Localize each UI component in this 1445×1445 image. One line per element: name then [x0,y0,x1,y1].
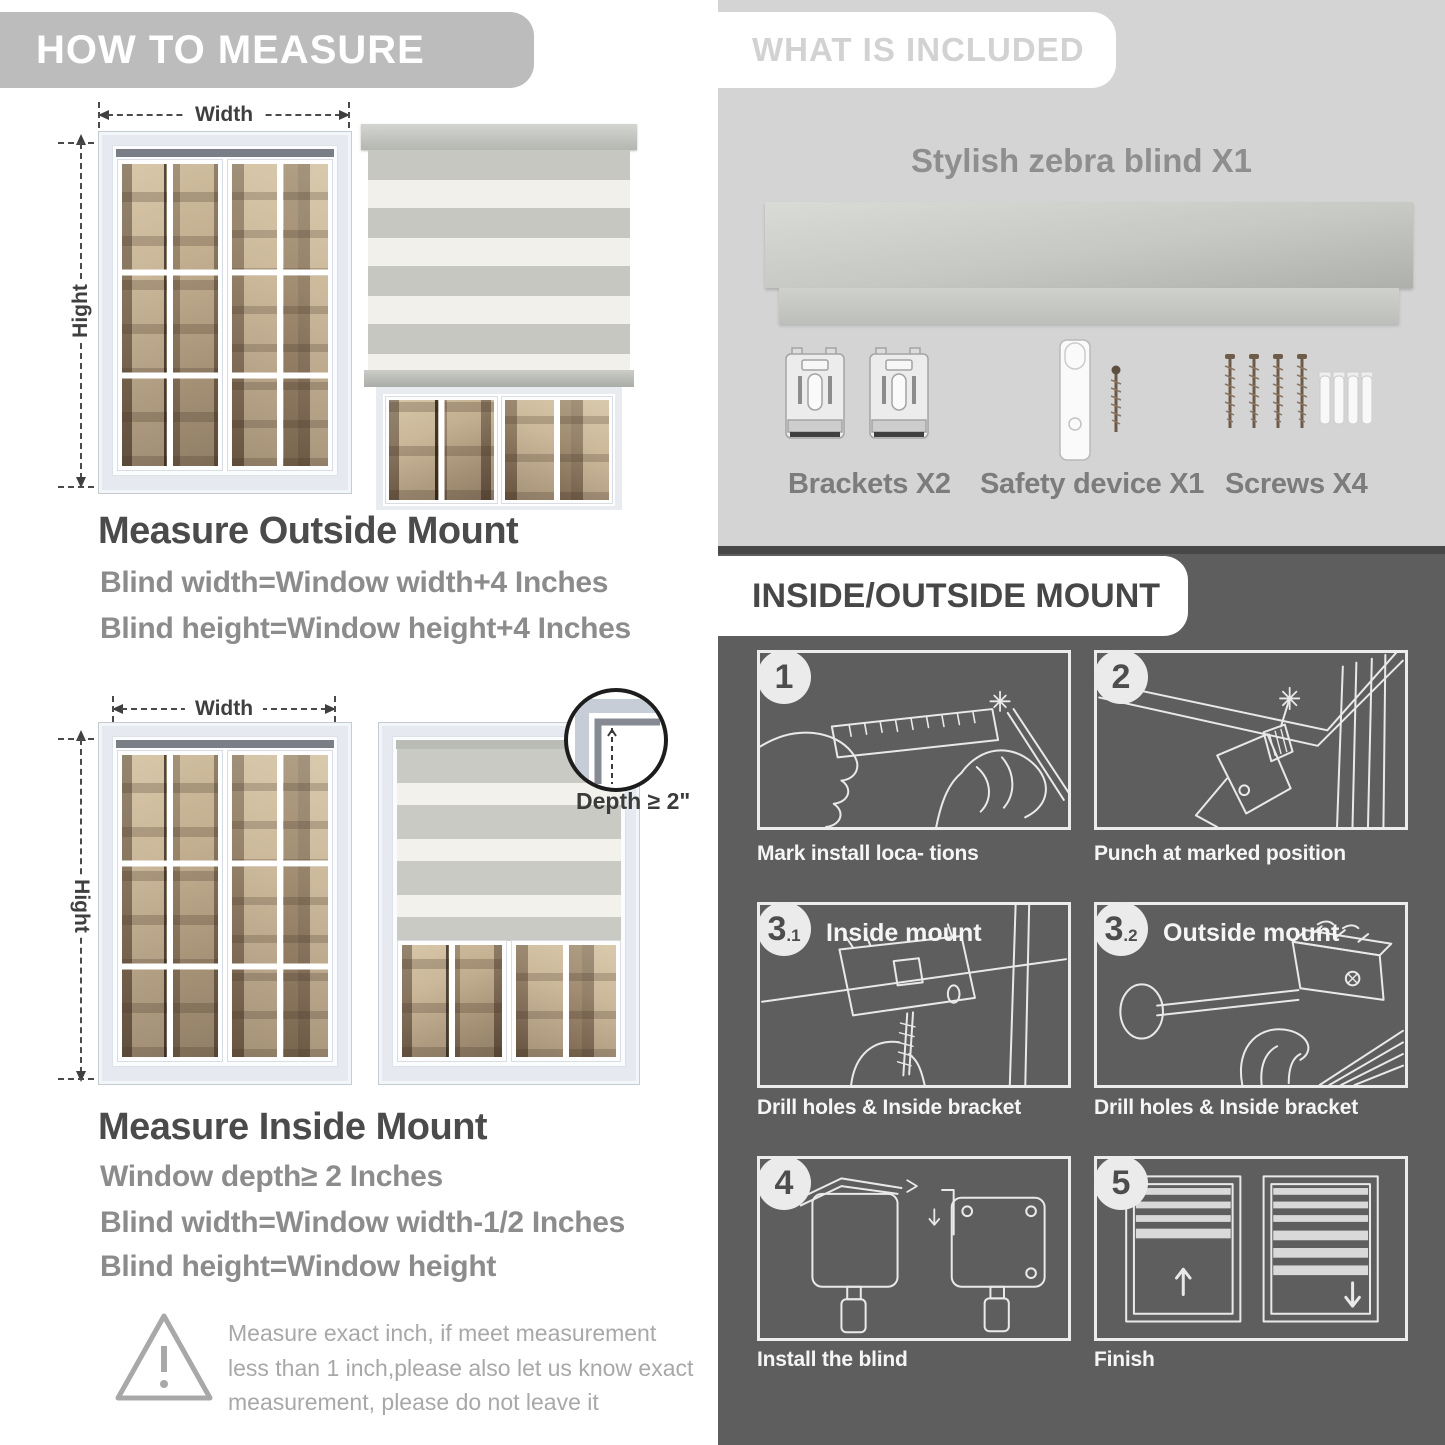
window-sash [118,751,222,1061]
width-label: Width [185,697,263,721]
tick-mark [348,102,350,128]
step-5-caption: Finish [1094,1348,1155,1371]
height-label: Hight [63,877,99,935]
window-frame [112,145,338,476]
step-3-1-caption: Drill holes & Inside bracket [757,1096,1021,1119]
step-panel-4 [757,1156,1071,1341]
window-glass [118,751,332,1061]
step-panel-3-1 [757,902,1071,1088]
step-2-caption: Punch at marked position [1094,842,1346,865]
inside-formula-height: Blind height=Window height [100,1250,497,1283]
blind-headrail [361,124,637,150]
mount-section-title: INSIDE/OUTSIDE MOUNT [752,576,1161,615]
step-3-2-caption: Drill holes & Inside bracket [1094,1096,1358,1119]
window-sash [398,941,506,1061]
window-sash [118,160,222,470]
step-panel-5 [1094,1156,1408,1341]
window-sash [512,941,620,1061]
safety-device-icon [1052,336,1148,468]
what-is-included-title: WHAT IS INCLUDED [752,31,1085,68]
step-panel-1 [757,650,1071,830]
included-blind-label: Stylish zebra blind X1 [910,142,1253,179]
tick-mark [334,696,336,722]
warning-text: Measure exact inch, if meet measurement less than 1 inch,please also let us know exact measurement, please do not leave it [228,1320,694,1415]
step-panel-2 [1094,650,1408,830]
safety-device-label: Safety device X1 [980,468,1205,500]
blind-stripes [368,150,630,370]
window-top-cassette [116,149,334,157]
zebra-blind-outside-illustration [361,124,637,496]
tick-mark [98,102,100,128]
inside-mount-title: Measure Inside Mount [98,1106,488,1148]
screws-label: Screws X4 [1225,468,1368,500]
step-4-caption: Install the blind [757,1348,908,1371]
window-glass [398,941,620,1061]
step-number-badge: 5 [1094,1156,1148,1210]
step-number-badge: 1 [757,650,811,704]
window-top-cassette [116,740,334,748]
step-3-1-title: Inside mount [826,919,982,947]
mount-section-header [718,556,1188,636]
window-behind-blind [376,387,622,510]
step-number-badge: 3 .2 [1094,902,1148,956]
warning-triangle-icon [112,1308,216,1413]
brackets-icon [782,346,932,458]
step-number-badge: 2 [1094,650,1148,704]
depth-label: Depth ≥ 2" [576,788,691,814]
inside-formula-depth: Window depth≥ 2 Inches [100,1160,443,1193]
height-arrow-inside [70,730,93,1082]
step-3-2-title: Outside mount [1163,919,1340,947]
width-label: Width [185,103,263,127]
step-number-badge: 4 [757,1156,811,1210]
inside-formula-width: Blind width=Window width-1/2 Inches [100,1206,626,1239]
height-arrow-outside [69,134,92,488]
blind-headrail-image [765,202,1413,288]
step-1-caption: Mark install loca- tions [757,842,979,865]
blind-bottomrail [364,370,634,387]
outside-mount-title: Measure Outside Mount [98,510,519,552]
window-corner-detail-icon [568,692,664,788]
window-illustration-outside [98,131,352,494]
tick-mark [112,696,114,722]
what-is-included-header [718,12,1116,88]
window-sash [228,751,332,1061]
step-panel-3-2 [1094,902,1408,1088]
window-glass [118,160,332,470]
window-sash [228,160,332,470]
blind-headrail-lower-image [779,288,1399,324]
width-arrow-outside [98,103,350,126]
window-sash [386,397,497,503]
width-arrow-inside [112,697,336,720]
height-label: Hight [63,282,99,340]
window-sash [502,397,613,503]
how-to-measure-header [0,12,534,88]
screws-icon [1222,348,1372,452]
section-divider [718,546,1445,554]
how-to-measure-title: HOW TO MEASURE [36,27,425,72]
brackets-label: Brackets X2 [788,468,951,500]
outside-formula-width: Blind width=Window width+4 Inches [100,566,609,599]
depth-detail-circle [564,688,668,792]
window-illustration-inside [98,722,352,1085]
step-number-badge: 3 .1 [757,902,811,956]
window-frame [112,736,338,1067]
outside-formula-height: Blind height=Window height+4 Inches [100,612,631,645]
